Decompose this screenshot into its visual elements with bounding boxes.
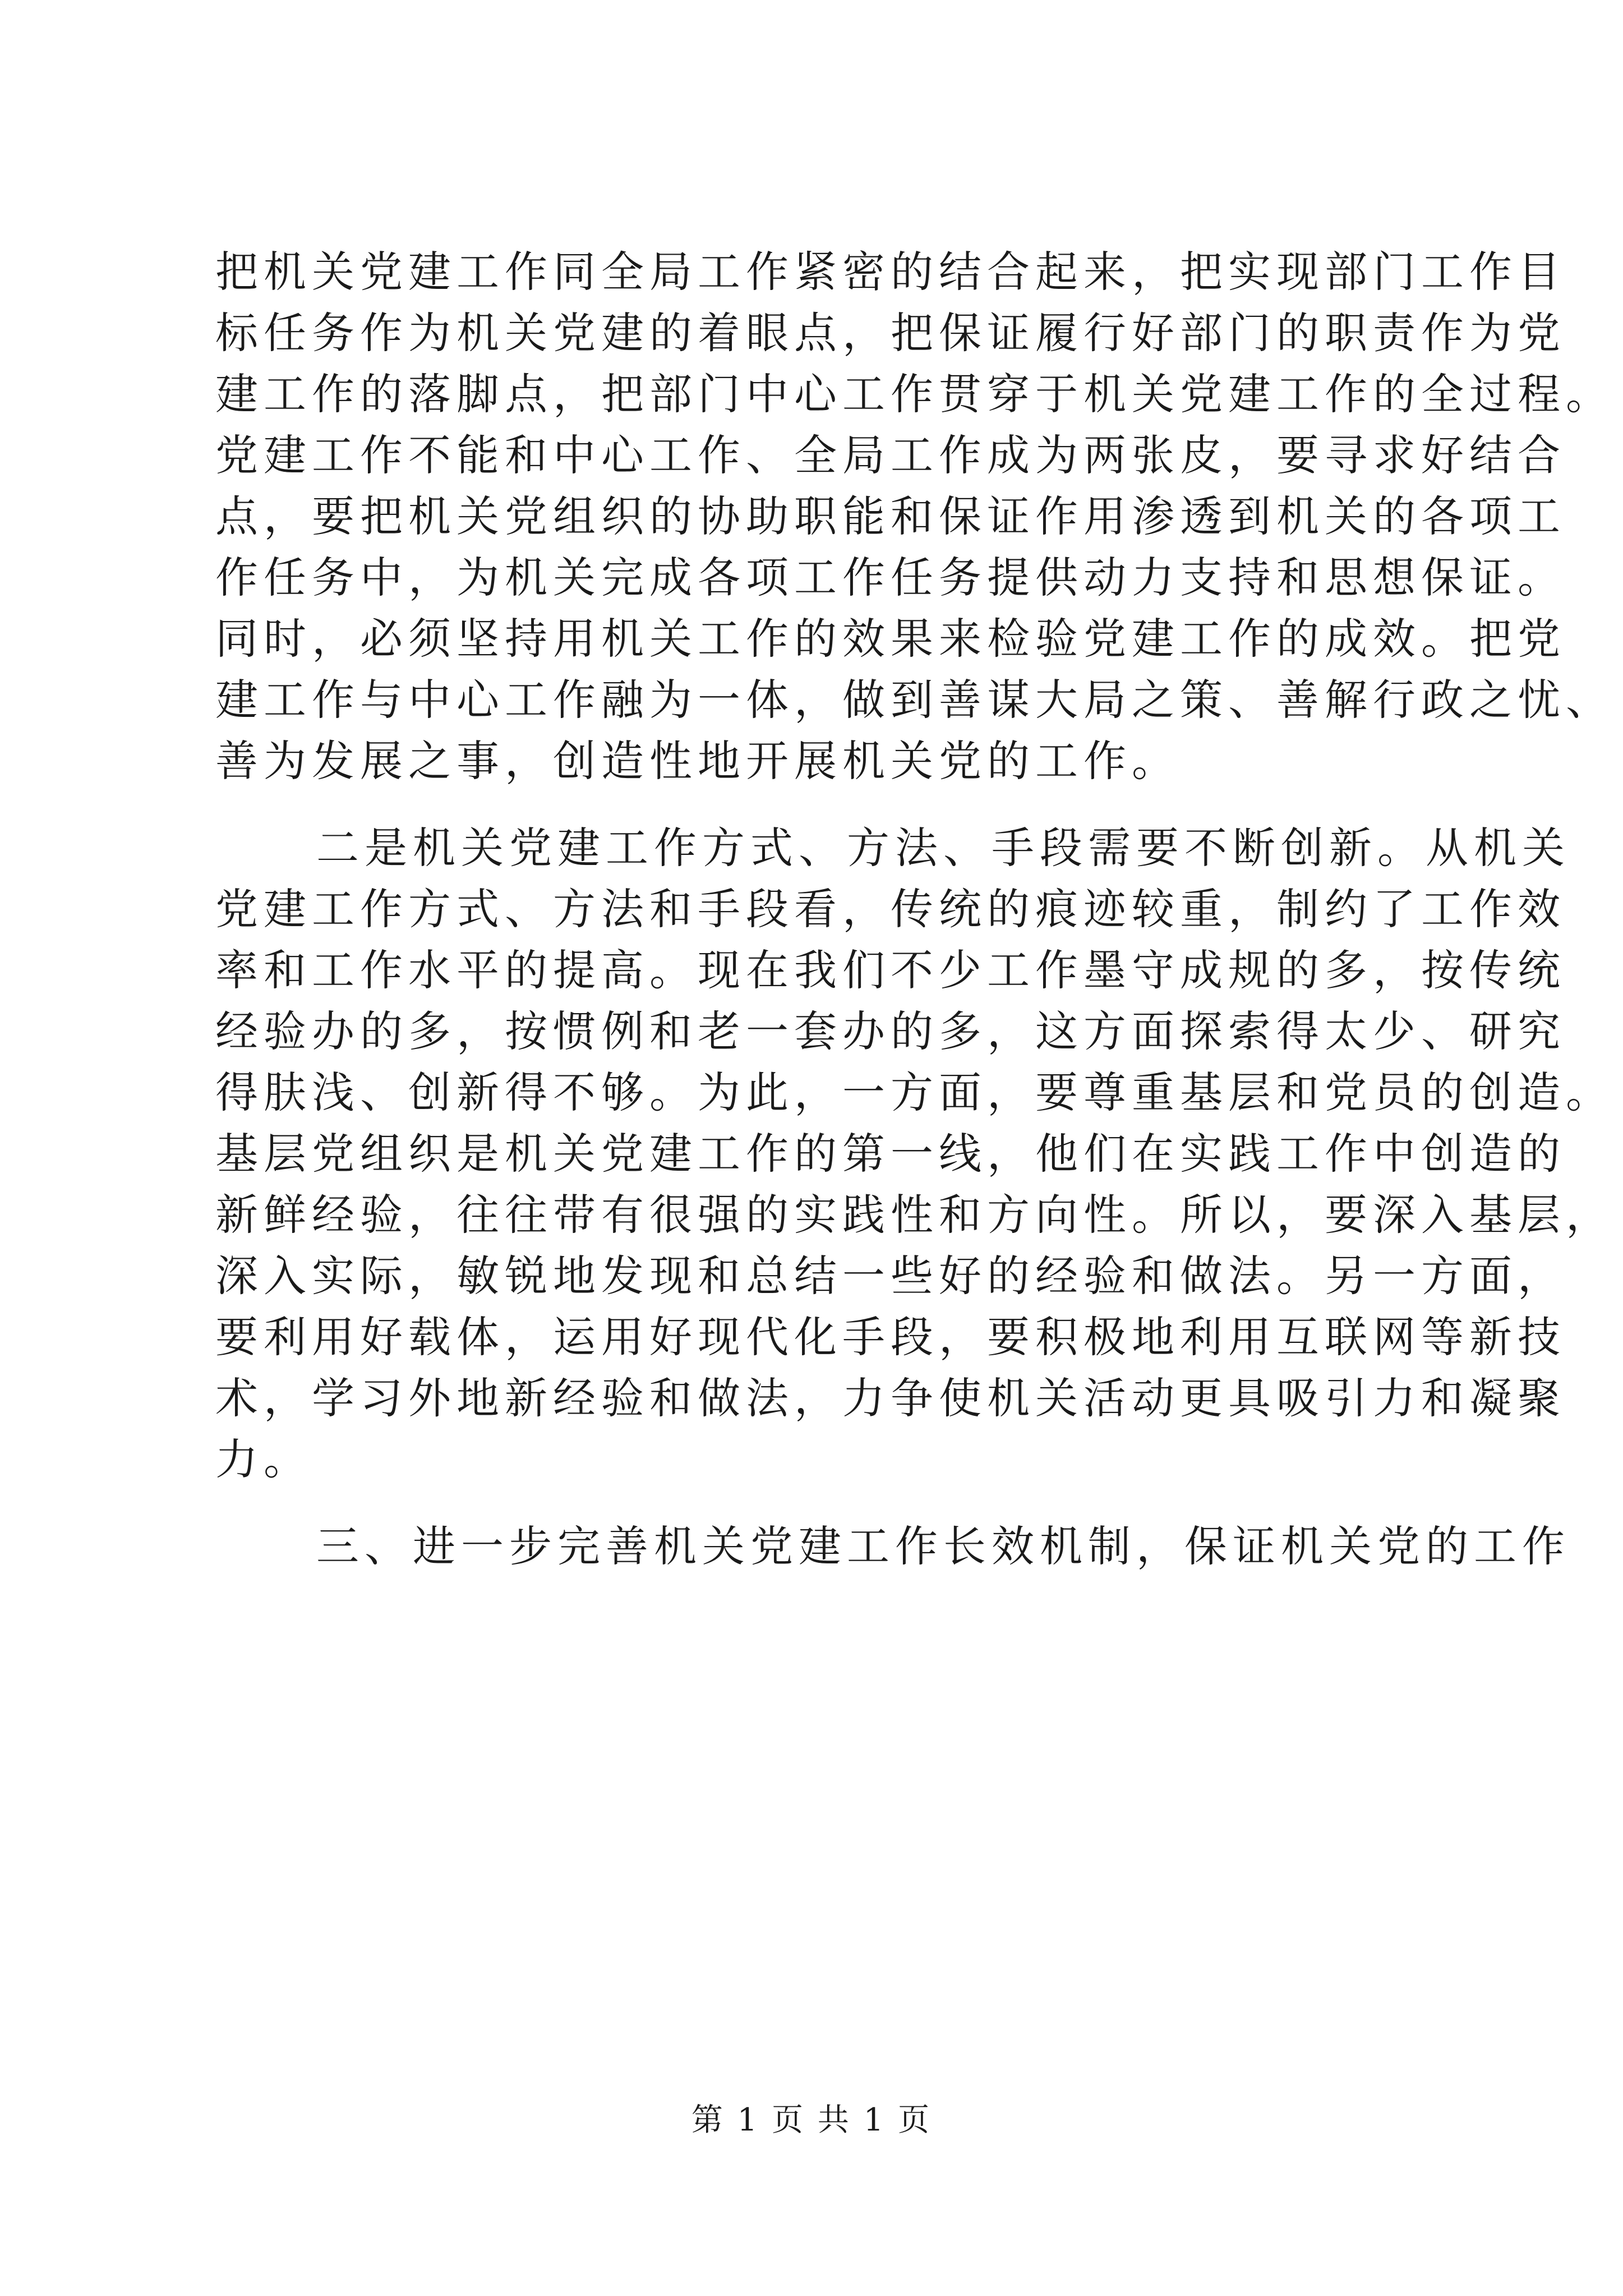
text-line: 点，要把机关党组织的协助职能和保证作用渗透到机关的各项工: [215, 491, 1566, 541]
text-line: 党建工作不能和中心工作、全局工作成为两张皮，要寻求好结合: [215, 430, 1566, 480]
text-line: 同时，必须坚持用机关工作的效果来检验党建工作的成效。把党: [215, 614, 1566, 664]
text-line: 三、进一步完善机关党建工作长效机制，保证机关党的工作: [316, 1521, 1570, 1571]
text-line: 二是机关党建工作方式、方法、手段需要不断创新。从机关: [316, 823, 1570, 873]
text-line: 新鲜经验，往往带有很强的实践性和方向性。所以，要深入基层，: [215, 1190, 1614, 1240]
text-line: 作任务中，为机关完成各项工作任务提供动力支持和思想保证。: [215, 553, 1566, 602]
body-text: [215, 241, 1614, 1577]
text-line: 经验办的多，按惯例和老一套办的多，这方面探索得太少、研究: [215, 1006, 1566, 1056]
text-line: 要利用好载体，运用好现代化手段，要积极地利用互联网等新技: [215, 1312, 1566, 1362]
text-line: 建工作的落脚点，把部门中心工作贯穿于机关党建工作的全过程。: [215, 369, 1614, 419]
text-line: 善为发展之事，创造性地开展机关党的工作。: [215, 736, 1180, 786]
paragraph: [215, 817, 1614, 1490]
paragraph: [215, 241, 1614, 792]
text-line: 基层党组织是机关党建工作的第一线，他们在实践工作中创造的: [215, 1129, 1566, 1179]
text-line: 率和工作水平的提高。现在我们不少工作墨守成规的多，按传统: [215, 945, 1566, 995]
text-line: 得肤浅、创新得不够。为此，一方面，要尊重基层和党员的创造。: [215, 1068, 1614, 1117]
paragraph: [215, 1516, 1570, 1577]
text-line: 把机关党建工作同全局工作紧密的结合起来，把实现部门工作目: [215, 247, 1566, 297]
text-line: 标任务作为机关党建的着眼点，把保证履行好部门的职责作为党: [215, 308, 1566, 358]
text-line: 术，学习外地新经验和做法，力争使机关活动更具吸引力和凝聚: [215, 1373, 1566, 1423]
text-line: 党建工作方式、方法和手段看，传统的痕迹较重，制约了工作效: [215, 884, 1566, 934]
text-line: 深入实际，敏锐地发现和总结一些好的经验和做法。另一方面，: [215, 1251, 1566, 1301]
text-line: 建工作与中心工作融为一体，做到善谋大局之策、善解行政之忧、: [215, 675, 1614, 725]
page-number-footer: 第 1 页 共 1 页: [691, 2102, 932, 2138]
text-line: 力。: [215, 1434, 312, 1484]
